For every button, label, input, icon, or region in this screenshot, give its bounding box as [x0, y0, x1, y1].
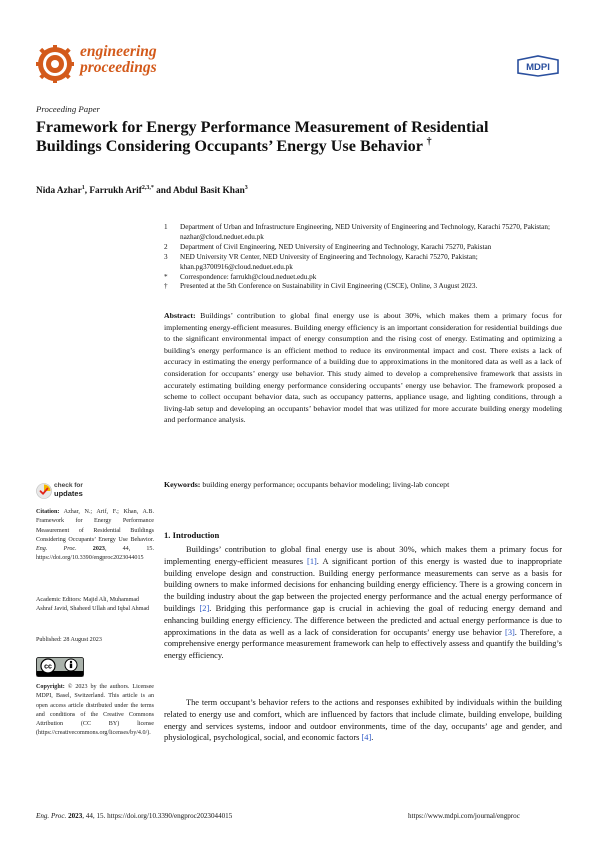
citation-label: Citation: [36, 509, 60, 515]
journal-name-line1: engineering [80, 43, 157, 60]
author-list [36, 186, 536, 196]
check-updates-line1[interactable]: check for [54, 482, 83, 489]
reference-link[interactable]: [2] [199, 603, 210, 613]
copyright-label: Copyright: [36, 684, 65, 690]
citation-doi[interactable]: , 44, 15. https://doi.org/10.3390/engproc2023044015 [36, 546, 154, 562]
journal-name-line2: proceedings [80, 59, 157, 76]
section-heading: 1. Introduction [164, 530, 220, 540]
reference-link[interactable]: [1] [307, 556, 317, 566]
affiliation-item [164, 223, 564, 243]
citation-year: 2023 [92, 546, 105, 553]
paragraph-text: . Therefore, a comprehensive energy performance measurement framework can help to effectively assess and quantify the building’s energy efficiency. [164, 627, 563, 661]
affiliation-item [164, 273, 564, 283]
paragraph-text: . Bridging this performance gap is crucial in achieving the goal of reducing energy demand and enhancing building energy efficiency. The difference between the predicted and actual energy performance is due to approximations in the data as well as a lack of consideration for occupants’ energy use behavior [164, 603, 562, 637]
editors-block [36, 596, 154, 615]
footer-year: 2023 [68, 812, 83, 820]
author-name[interactable]: Abdul Basit Khan [172, 186, 245, 196]
svg-text:cc: cc [44, 663, 52, 671]
editors-label: Academic Editors: [36, 597, 82, 603]
paper-title [36, 118, 506, 156]
affiliation-mark: † [164, 282, 168, 291]
check-for-updates-icon[interactable] [36, 483, 52, 499]
check-updates-line2[interactable]: updates [54, 489, 83, 498]
affiliation-mark: * [164, 272, 168, 281]
published-label: Published: [36, 637, 62, 643]
affiliation-text: Correspondence: farrukh@cloud.neduet.edu.pk [180, 272, 317, 281]
footer-citation [36, 812, 232, 820]
intro-paragraph-2 [164, 697, 562, 744]
cc-by-license-icon[interactable] [36, 657, 84, 677]
author-sep: and [153, 186, 173, 196]
footer-journal: Eng. Proc. [36, 812, 67, 820]
published-block [36, 636, 154, 645]
copyright-text: © 2023 by the authors. Licensee MDPI, Basel, Switzerland. This article is an open access article distributed under the terms and conditions of the Creative Commons Attribution (CC BY) license (https://creativecommons.org/licenses/by/4.0/). [36, 684, 154, 737]
abstract [164, 310, 562, 426]
mdpi-logo [515, 55, 561, 77]
author-sep: , [84, 186, 90, 196]
keywords-text: building energy performance; occupants behavior modeling; living-lab concept [202, 480, 450, 489]
author-sup: 3 [244, 184, 248, 191]
affiliation-item [164, 282, 564, 292]
citation-block [36, 508, 154, 564]
article-type: Proceeding Paper [36, 104, 100, 114]
journal-name [80, 44, 200, 76]
title-footnote-mark: † [426, 136, 432, 148]
paper-title-text: Framework for Energy Performance Measurement of Residential Buildings Considering Occupants’ Energy Use Behavior [36, 118, 489, 156]
citation-journal: Eng. Proc. [36, 546, 77, 553]
mdpi-logo-text: MDPI [526, 62, 550, 73]
affiliation-mark: 2 [164, 242, 168, 251]
paragraph-text: . A significant portion of this energy is wasted due to inappropriate building envelope design and construction. Building energy performance measurements can serve as a basis for building owners to make informed decisions for enhancing building energy efficiency. There is a growing concern in the building industry about the gap between the projected energy performance and the actual energy performance of buildings [164, 556, 562, 613]
abstract-label: Abstract: [164, 311, 196, 320]
footer-doi[interactable]: , 44, 15. https://doi.org/10.3390/engproc2023044015 [82, 812, 233, 820]
affiliation-mark: 1 [164, 223, 168, 231]
affiliation-text: NED University VR Center, NED University of Engineering and Technology, Karachi 75270, Pakistan; khan.pg3700916@cloud.neduet.edu.pk [180, 252, 478, 271]
published-date: 28 August 2023 [63, 637, 102, 643]
author-sup: 1 [81, 184, 85, 191]
keywords-label: Keywords: [164, 480, 201, 489]
reference-link[interactable]: [3] [505, 627, 515, 637]
affiliation-text: Department of Civil Engineering, NED University of Engineering and Technology, Karachi 75270, Pakistan [180, 242, 492, 251]
affiliation-text: Department of Urban and Infrastructure Engineering, NED University of Engineering and Technology, Karachi 75270, Pakistan; nazhar@cloud.neduet.edu.pk [180, 223, 550, 241]
author-sup: 2,3,* [141, 184, 154, 191]
affiliations [164, 223, 564, 292]
abstract-text: Buildings’ contribution to global final energy use is about 30%, which makes them a primary focus for implementing energy-efficient measures. Building energy efficiency is an important consideration for residential buildings due to the significant environmental impact of energy consumption and the rising cost of energy. Estimating and optimizing a building’s energy performance is an efficient method to reduce its environmental impact and cost. There exists a lack of accuracy in estimating the energy performance of a building due to approximations in the monitored data as well as a lack of consideration for occupants’ energy use behavior. This study aimed to develop a comprehensive framework that assists in accurately estimating building energy performance considering occupants’ energy use behavior. The framework proposed a scheme to collect occupant behavior data, such as occupancy patterns, appliance usage, and lighting conditions, through a living-lab setup and developing an occupants’ behavior model that was utilized for more accurate building energy modeling and performance analysis. [164, 311, 562, 425]
affiliation-mark: 3 [164, 252, 168, 261]
paragraph-text: Buildings’ contribution to global final energy use is about 30%, which makes them a primary focus for implementing energy-efficient measures [164, 545, 562, 566]
paragraph-text: . [371, 733, 374, 743]
affiliation-item [164, 253, 564, 273]
editors-text: Majid Ali, Muhammad Ashraf Javid, Shaheed Ullah and Iqbal Ahmad [36, 597, 150, 613]
keywords [164, 479, 562, 491]
author-name[interactable]: Nida Azhar [36, 186, 82, 196]
copyright-block [36, 683, 154, 739]
author-name[interactable]: Farrukh Arif [89, 186, 142, 196]
affiliation-item [164, 243, 564, 253]
affiliation-text: Presented at the 5th Conference on Sustainability in Civil Engineering (CSCE), Online, 3 August 2023. [180, 282, 478, 291]
journal-logo-icon [36, 45, 74, 83]
citation-text: Azhar, N.; Arif, F.; Khan, A.B. Framework for Energy Performance Measurement of Residential Buildings Considering Occupants’ Energy Use Behavior. [36, 509, 154, 543]
paragraph-text: The term occupant’s behavior refers to the actions and responses exhibited by individuals within the building related to energy use and comfort, which are influenced by factors that include climate, building envelope, building energy and services systems, indoor and outdoor environments, time of the day, occupants’ age and gender, and physiological, psychological, social, and economic factors [164, 698, 562, 743]
intro-paragraph-1 [164, 544, 562, 662]
reference-link[interactable]: [4] [361, 733, 372, 743]
footer-url[interactable]: https://www.mdpi.com/journal/engproc [408, 812, 520, 820]
